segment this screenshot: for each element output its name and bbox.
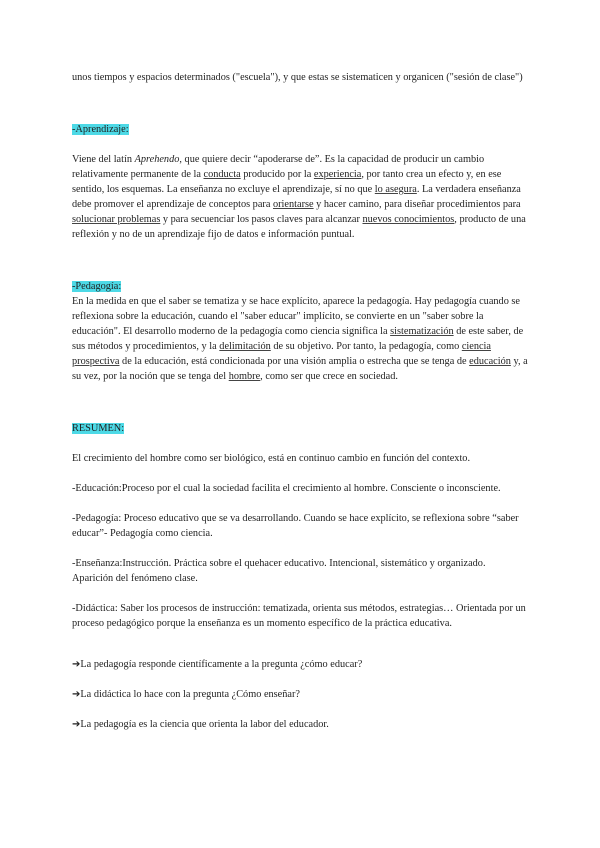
aprendizaje-heading bbox=[72, 122, 528, 137]
text-span: , producto de una reflexión y no de un aprendizaje fijo de datos e información puntual. bbox=[72, 214, 526, 240]
pedagogia-paragraph bbox=[72, 294, 528, 384]
pedagogia-heading-text: -Pedagogía: bbox=[72, 281, 122, 292]
link-hombre[interactable]: hombre bbox=[228, 371, 261, 382]
resumen-paragraph-1: El crecimiento del hombre como ser biológico, está en continuo cambio en función del contexto. bbox=[72, 453, 471, 464]
link-sistematizacion[interactable]: sistematización bbox=[390, 326, 454, 337]
text-span: Viene del latín bbox=[72, 154, 135, 165]
text-span: En la medida en que el saber se tematiza y se hace explícito, aparece la pedagogía. Hay pedagogía cuando se reflexiona sobre la educación, cuando el "saber educar" implícito, se convierte en un "saber sobre la educación". El desarrollo moderno de la pedagogía como ciencia significa la bbox=[72, 296, 520, 337]
text-span: de su objetivo. Por tanto, la pedagogía, como bbox=[270, 341, 462, 352]
conclusion-text: La pedagogía es la ciencia que orienta la labor del educador. bbox=[80, 719, 329, 730]
arrow-right-icon: ➔ bbox=[72, 659, 81, 670]
conclusion-text: La didáctica lo hace con la pregunta ¿Cómo enseñar? bbox=[80, 689, 300, 700]
link-conducta[interactable]: conducta bbox=[203, 169, 241, 180]
text-span: y, a su vez, por la noción que se tenga del bbox=[72, 356, 528, 382]
aprendizaje-paragraph bbox=[72, 152, 528, 242]
intro-paragraph: unos tiempos y espacios determinados ("escuela"), y que estas se sistematicen y organicen ("sesión de clase") bbox=[72, 72, 523, 83]
resumen-paragraph-5: -Didáctica: Saber los procesos de instrucción: tematizada, orienta sus métodos, estrategias… Orientada por un proceso pedagógico porque la enseñanza es un momento específico de la práctica educativa. bbox=[72, 603, 526, 629]
text-span: y para secuenciar los pasos claves para alcanzar bbox=[160, 214, 363, 225]
conclusion-3 bbox=[72, 717, 528, 732]
text-span: y hacer camino, para diseñar procedimientos para bbox=[313, 199, 521, 210]
latin-term: Aprehendo bbox=[134, 154, 180, 165]
resumen-paragraph-3: -Pedagogía: Proceso educativo que se va desarrollando. Cuando se hace explícito, se reflexiona sobre “saber educar”- Pedagogía como ciencia. bbox=[72, 513, 519, 539]
resumen-heading bbox=[72, 421, 528, 436]
conclusion-1 bbox=[72, 657, 528, 672]
text-span: , por tanto crea un efecto y, en ese sentido, los esquemas. La enseñanza no excluye el aprendizaje, sí no que bbox=[72, 169, 502, 195]
link-solucionar-problemas[interactable]: solucionar problemas bbox=[72, 214, 161, 225]
text-span: . La verdadera enseñanza debe promover el aprendizaje de conceptos para bbox=[72, 184, 521, 210]
resumen-paragraph-4: -Enseñanza:Instrucción. Práctica sobre el quehacer educativo. Intencional, sistemático y organizado. Aparición del fenómeno clase. bbox=[72, 558, 486, 584]
link-nuevos-conocimientos[interactable]: nuevos conocimientos bbox=[362, 214, 455, 225]
resumen-paragraph-2: -Educación:Proceso por el cual la sociedad facilita el crecimiento al hombre. Consciente o inconsciente. bbox=[72, 483, 501, 494]
resumen-heading-text: RESUMEN: bbox=[72, 423, 125, 434]
aprendizaje-heading-text: -Aprendizaje: bbox=[72, 124, 129, 135]
document-page bbox=[72, 70, 528, 732]
link-orientarse[interactable]: orientarse bbox=[272, 199, 314, 210]
link-experiencia[interactable]: experiencia bbox=[313, 169, 362, 180]
text-span: producido por la bbox=[240, 169, 314, 180]
conclusion-text: La pedagogía responde científicamente a la pregunta ¿cómo educar? bbox=[80, 659, 363, 670]
arrow-right-icon: ➔ bbox=[72, 719, 81, 730]
link-ciencia-prospectiva[interactable]: ciencia prospectiva bbox=[72, 341, 491, 367]
conclusion-2 bbox=[72, 687, 528, 702]
text-span: de este saber, de sus métodos y procedimientos, y la bbox=[72, 326, 524, 352]
text-span: de la educación, está condicionada por una visión amplia o estrecha que se tenga de bbox=[119, 356, 470, 367]
text-span: , que quiere decir “apoderarse de”. Es la capacidad de producir un cambio relativamente permanente de la bbox=[72, 154, 485, 180]
link-lo-asegura[interactable]: lo asegura bbox=[374, 184, 417, 195]
text-span: , como ser que crece en sociedad. bbox=[260, 371, 398, 382]
arrow-right-icon: ➔ bbox=[72, 689, 81, 700]
pedagogia-heading bbox=[72, 279, 528, 294]
link-delimitacion[interactable]: delimitación bbox=[219, 341, 271, 352]
link-educacion[interactable]: educación bbox=[469, 356, 511, 367]
